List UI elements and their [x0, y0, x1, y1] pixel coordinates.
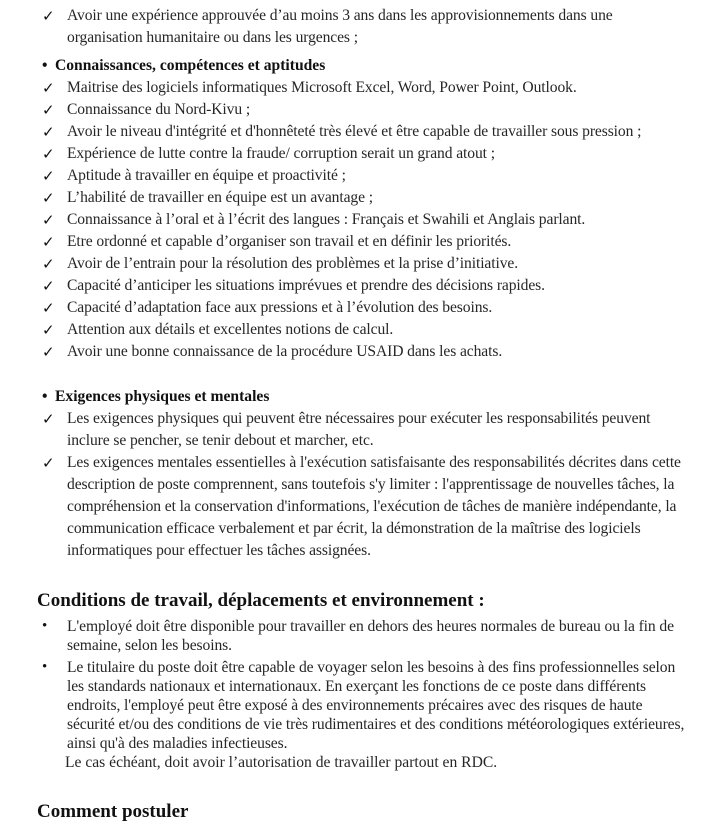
list-item-text: Les exigences physiques qui peuvent être nécessaires pour exécuter les responsabilités peuvent inclure se pencher, se tenir debout et marcher, etc. — [67, 410, 651, 449]
list-item — [0, 209, 711, 231]
checkmark-icon: ✓ — [42, 454, 55, 472]
list-item-text: Expérience de lutte contre la fraude/ corruption serait un grand atout ; — [67, 145, 495, 162]
list-item-text: L'employé doit être disponible pour travailler en dehors des heures normales de bureau ou la fin de semaine, selon les besoins. — [67, 618, 674, 654]
checkmark-icon: ✓ — [42, 343, 55, 361]
requirements-heading — [0, 386, 711, 408]
list-item — [0, 77, 711, 99]
checkmark-icon: ✓ — [42, 7, 55, 25]
list-item-text: Le titulaire du poste doit être capable de voyager selon les besoins à des fins professionnelles selon les standards nationaux et internationaux. En exerçant les fonctions de ce poste dans différents endroits, l'employé peut être exposé à des environnements précaires avec des risques de haute sécurité et/ou des conditions de vie très rudimentaires et des conditions météorologiques extérieures, ainsi qu'à des maladies infectieuses. — [67, 659, 685, 752]
requirements-heading-text: Exigences physiques et mentales — [55, 388, 270, 405]
list-item — [0, 658, 711, 753]
conditions-note: Le cas échéant, doit avoir l’autorisation de travailler partout en RDC. — [65, 754, 498, 771]
skills-heading — [0, 55, 711, 77]
list-item — [0, 275, 711, 297]
conditions-heading: Conditions de travail, déplacements et environnement : — [37, 590, 485, 611]
apply-heading: Comment postuler — [37, 801, 189, 822]
checkmark-icon: ✓ — [42, 123, 55, 141]
list-item — [0, 452, 711, 562]
list-item — [0, 253, 711, 275]
list-item — [0, 165, 711, 187]
bullet-icon: • — [42, 388, 48, 405]
list-item-text: Avoir une expérience approuvée d’au moins 3 ans dans les approvisionnements dans une organisation humanitaire ou dans les urgences ; — [67, 7, 613, 46]
bullet-icon: • — [42, 57, 48, 74]
list-item-text: Capacité d’adaptation face aux pressions et à l’évolution des besoins. — [67, 299, 493, 316]
skills-list — [0, 77, 711, 363]
checkmark-icon: ✓ — [42, 410, 55, 428]
list-item-text: Connaissance à l’oral et à l’écrit des langues : Français et Swahili et Anglais parlant. — [67, 211, 586, 228]
list-item — [0, 121, 711, 143]
bullet-icon: • — [42, 659, 48, 675]
list-item-text: Etre ordonné et capable d’organiser son travail et en définir les priorités. — [67, 233, 512, 250]
list-item — [0, 99, 711, 121]
bullet-icon: • — [42, 618, 48, 634]
list-item-text: L’habilité de travailler en équipe est un avantage ; — [67, 189, 373, 206]
list-item-text: Connaissance du Nord-Kivu ; — [67, 101, 251, 118]
checkmark-icon: ✓ — [42, 79, 55, 97]
list-item — [0, 341, 711, 363]
list-item — [0, 231, 711, 253]
list-item-text: Capacité d’anticiper les situations imprévues et prendre des décisions rapides. — [67, 277, 545, 294]
list-item — [0, 408, 711, 452]
checkmark-icon: ✓ — [42, 145, 55, 163]
checkmark-icon: ✓ — [42, 189, 55, 207]
checkmark-icon: ✓ — [42, 211, 55, 229]
skills-heading-text: Connaissances, compétences et aptitudes — [55, 57, 326, 74]
list-item — [0, 297, 711, 319]
checkmark-icon: ✓ — [42, 233, 55, 251]
checkmark-icon: ✓ — [42, 101, 55, 119]
list-item-text: Aptitude à travailler en équipe et proactivité ; — [67, 167, 346, 184]
requirements-list — [0, 408, 711, 562]
list-item-text: Maitrise des logiciels informatiques Microsoft Excel, Word, Power Point, Outlook. — [67, 79, 577, 96]
checkmark-icon: ✓ — [42, 255, 55, 273]
list-item — [0, 319, 711, 341]
checkmark-icon: ✓ — [42, 167, 55, 185]
checkmark-icon: ✓ — [42, 299, 55, 317]
checkmark-icon: ✓ — [42, 321, 55, 339]
intro-list — [0, 5, 711, 49]
list-item-text: Attention aux détails et excellentes notions de calcul. — [67, 321, 394, 338]
list-item-text: Les exigences mentales essentielles à l'exécution satisfaisante des responsabilités décrites dans cette description de poste comprennent, sans toutefois s'y limiter : l'apprentissage de nouvelles tâches, la compréhension et la conservation d'informations, l'exécution de tâches de manière indépendante, la communication efficace verbalement et par écrit, la démonstration de la maîtrise des logiciels informatiques pour effectuer les tâches assignées. — [67, 454, 681, 559]
list-item — [0, 143, 711, 165]
list-item — [0, 187, 711, 209]
list-item-text: Avoir le niveau d'intégrité et d'honnêteté très élevé et être capable de travailler sous pression ; — [67, 123, 642, 140]
conditions-list — [0, 617, 711, 753]
list-item-text: Avoir de l’entrain pour la résolution des problèmes et la prise d’initiative. — [67, 255, 519, 272]
list-item — [0, 617, 711, 655]
list-item-text: Avoir une bonne connaissance de la procédure USAID dans les achats. — [67, 343, 503, 360]
checkmark-icon: ✓ — [42, 277, 55, 295]
list-item — [0, 5, 711, 49]
